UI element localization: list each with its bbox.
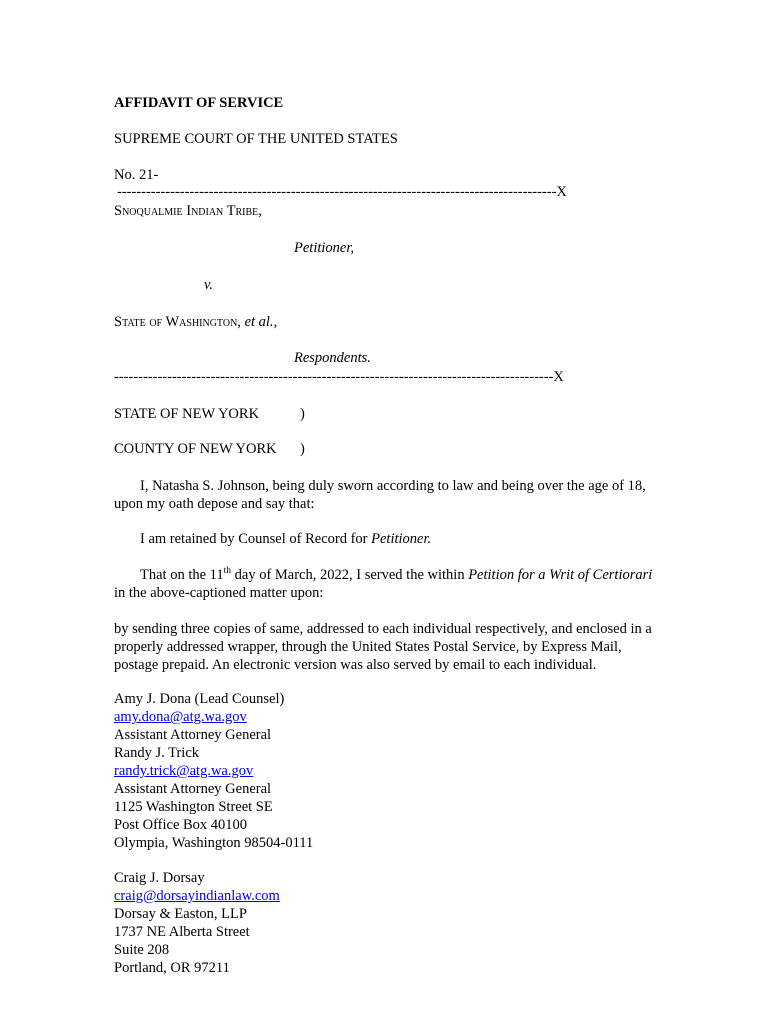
- service-prefix: That on the 11: [140, 567, 224, 583]
- address-line: 1737 NE Alberta Street: [114, 924, 250, 940]
- retained-role: Petitioner.: [371, 531, 432, 547]
- recipient-title: Assistant Attorney General: [114, 727, 272, 743]
- versus: v.: [204, 277, 213, 293]
- respondent-name: State of Washington,: [114, 314, 241, 330]
- oath-paragraph: I, Natasha S. Johnson, being duly sworn according to law and being over the age of 18, upon my oath depose and say that:: [114, 478, 646, 512]
- caption-separator-top: -------------------------------------------------------------------------------------------X: [117, 184, 567, 200]
- address-line: Suite 208: [114, 942, 170, 958]
- venue-state-paren: ): [300, 406, 305, 422]
- retained-paragraph: [114, 530, 659, 548]
- address-line: Portland, OR 97211: [114, 960, 230, 976]
- service-suffix: in the above-captioned matter upon:: [114, 585, 324, 601]
- recipient-block-1: [114, 690, 659, 852]
- respondent-role: Respondents.: [294, 350, 371, 366]
- address-line: Post Office Box 40100: [114, 817, 248, 833]
- address-line: Olympia, Washington 98504-0111: [114, 835, 314, 851]
- petitioner-name: Snoqualmie Indian Tribe,: [114, 203, 262, 219]
- respondent-comma: ,: [273, 314, 278, 330]
- recipient-title: Assistant Attorney General: [114, 781, 272, 797]
- recipient-firm: Dorsay & Easton, LLP: [114, 906, 247, 922]
- retained-text: I am retained by Counsel of Record for: [140, 531, 372, 547]
- method-paragraph: by sending three copies of same, addressed to each individual respectively, and enclosed in a properly addressed wrapper, through the United States Postal Service, by Express Mail, postage prepaid. An electronic version was also served by email to each individual.: [114, 621, 652, 673]
- recipient-name: Craig J. Dorsay: [114, 870, 205, 886]
- service-ordinal: th: [223, 566, 232, 577]
- venue-county-paren: ): [300, 441, 305, 457]
- recipient-name: Amy J. Dona (Lead Counsel): [114, 691, 285, 707]
- respondent-et-al: et al.: [244, 314, 274, 330]
- service-middle: day of March, 2022, I served the within: [231, 567, 469, 583]
- recipient-block-2: [114, 869, 659, 977]
- caption-separator-bottom: -------------------------------------------------------------------------------------------X: [114, 369, 564, 385]
- recipient-name: Randy J. Trick: [114, 745, 200, 761]
- service-document-title: Petition for a Writ of Certiorari: [468, 567, 653, 583]
- recipient-email-link[interactable]: randy.trick@atg.wa.gov: [114, 763, 254, 779]
- recipient-email-link[interactable]: amy.dona@atg.wa.gov: [114, 709, 247, 725]
- venue-county: COUNTY OF NEW YORK: [114, 441, 277, 457]
- recipient-email-link[interactable]: craig@dorsayindianlaw.com: [114, 888, 280, 904]
- petitioner-role: Petitioner,: [294, 240, 355, 256]
- court-name: SUPREME COURT OF THE UNITED STATES: [114, 131, 398, 147]
- document-title: AFFIDAVIT OF SERVICE: [114, 95, 284, 111]
- venue-state: STATE OF NEW YORK: [114, 406, 260, 422]
- service-paragraph: [114, 566, 659, 602]
- respondent-line: [114, 313, 277, 331]
- address-line: 1125 Washington Street SE: [114, 799, 273, 815]
- case-number: No. 21-: [114, 167, 159, 183]
